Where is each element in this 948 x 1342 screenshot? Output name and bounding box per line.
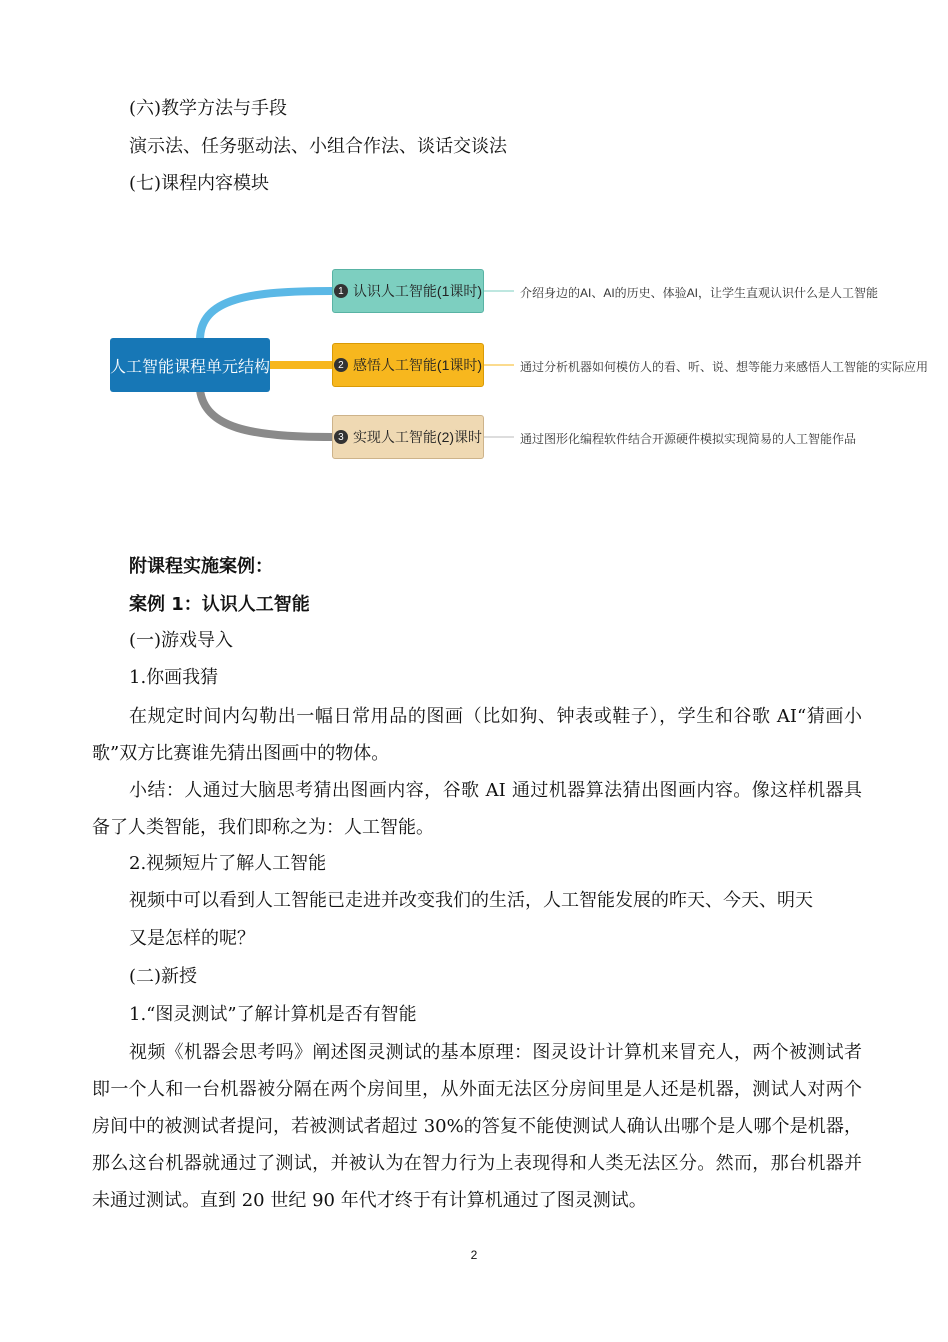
case-title: 案例 1：认识人工智能 <box>129 594 310 615</box>
node-1-label: 认识人工智能(1课时) <box>352 283 483 299</box>
mindmap-root: 人工智能课程单元结构 <box>110 338 270 392</box>
number-1-icon: 1 <box>334 284 348 298</box>
item2-text-line2: 又是怎样的呢？ <box>129 928 255 949</box>
page-number: 2 <box>470 1248 478 1262</box>
section6-content: 演示法、任务驱动法、小组合作法、谈话交谈法 <box>129 136 507 157</box>
item2-heading: 2.视频短片了解人工智能 <box>129 853 327 874</box>
node-1-description: 介绍身边的AI、AI的历史、体验AI，让学生直观认识什么是人工智能 <box>520 286 879 300</box>
section6-heading: (六)教学方法与手段 <box>129 98 288 119</box>
mindmap-node-1 <box>332 269 484 313</box>
section7-heading: (七)课程内容模块 <box>129 173 270 194</box>
summary-paragraph: 小结：人通过大脑思考猜出图画内容，谷歌 AI 通过机器算法猜出图画内容。像这样机器具备了人类智能，我们即称之为：人工智能。 <box>92 780 862 838</box>
mindmap-node-3 <box>332 415 484 459</box>
node-3-label: 实现人工智能(2)课时 <box>352 429 483 445</box>
turing-heading: 1.“图灵测试”了解计算机是否有智能 <box>129 1004 417 1025</box>
turing-paragraph: 视频《机器会思考吗》阐述图灵测试的基本原理：图灵设计计算机来冒充人，两个被测试者即一个人和一台机器被分隔在两个房间里，从外面无法区分房间里是人还是机器，测试人对两个房间中的被测试者提问，若被测试者超过 30%的答复不能使测试人确认出哪个是人哪个是机器，那么这台机器就通过了测试，并被认为在智力行为上表现得和人类无法区分。然而，那台机器并未通过测试。直到 20 世纪 90 年代才终于有计算机通过了图灵测试。 <box>92 1042 862 1211</box>
number-3-icon: 3 <box>334 430 348 444</box>
node-2-description: 通过分析机器如何模仿人的看、听、说、想等能力来感悟人工智能的实际应用 <box>520 360 929 374</box>
item1-heading: 1.你画我猜 <box>129 667 219 688</box>
node-2-label: 感悟人工智能(1课时) <box>352 357 483 373</box>
appendix-title: 附课程实施案例： <box>129 556 273 577</box>
branch-1-connector <box>200 291 332 340</box>
node-3-description: 通过图形化编程软件结合开源硬件模拟实现简易的人工智能作品 <box>520 432 857 446</box>
mindmap-node-2 <box>332 343 484 387</box>
part1-heading: (一)游戏导入 <box>129 630 234 651</box>
branch-3-connector <box>200 390 332 437</box>
item1-paragraph: 在规定时间内勾勒出一幅日常用品的图画（比如狗、钟表或鞋子），学生和谷歌 AI“猜画小歌”双方比赛谁先猜出图画中的物体。 <box>92 706 862 764</box>
item2-text-line1: 视频中可以看到人工智能已走进并改变我们的生活，人工智能发展的昨天、今天、明天 <box>129 890 813 911</box>
mindmap <box>100 258 929 478</box>
number-2-icon: 2 <box>334 358 348 372</box>
part2-heading: (二)新授 <box>129 966 198 987</box>
